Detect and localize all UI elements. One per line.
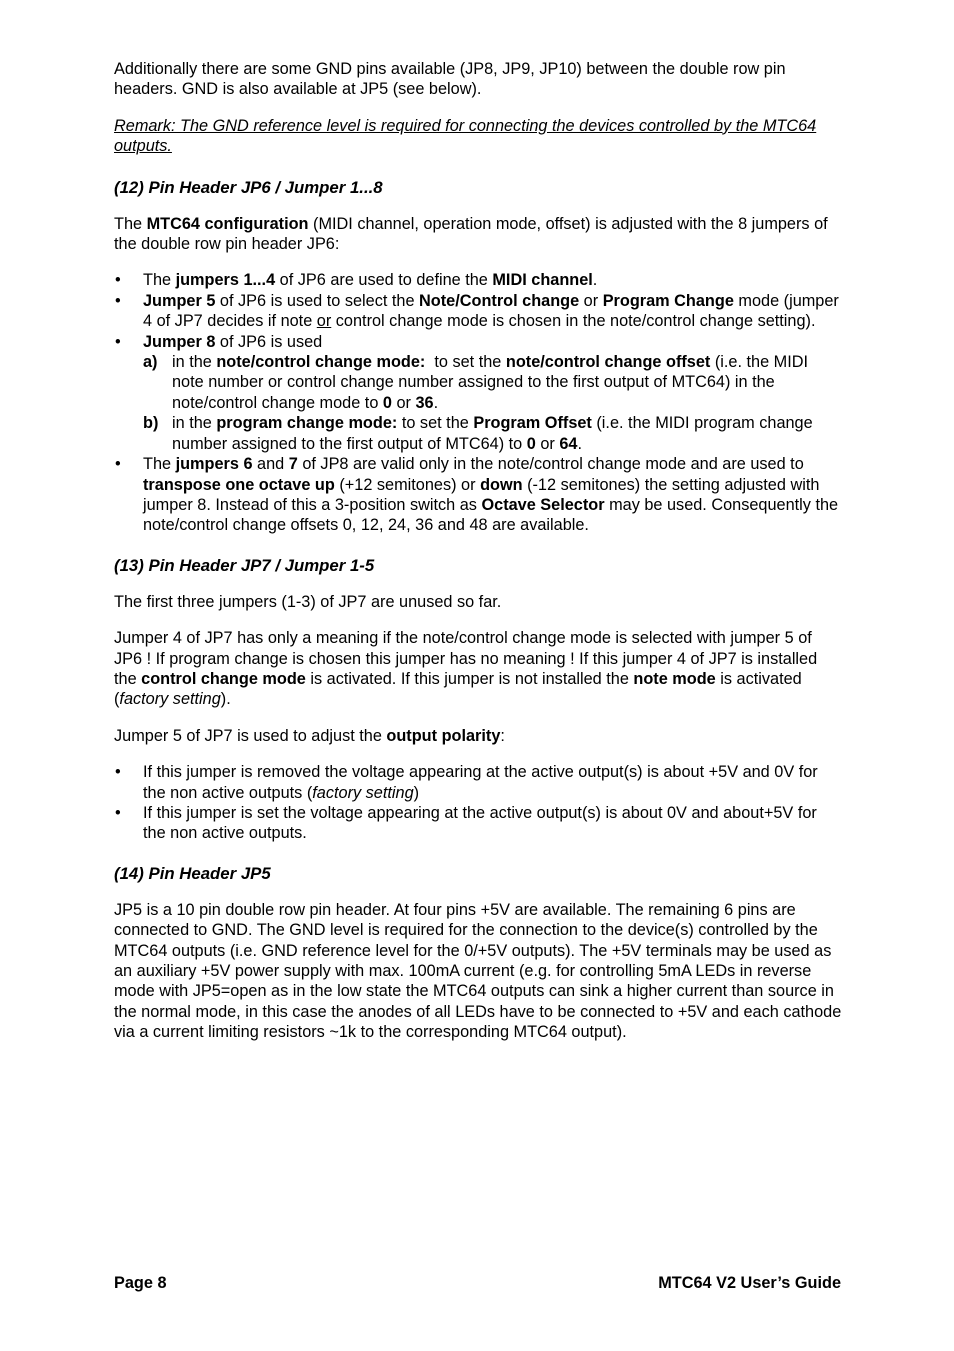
section-13-paragraph-2: Jumper 4 of JP7 has only a meaning if the note/control change mode is selected with jumper 5 of JP6 ! If program change is chosen this jumper has no meaning ! If this jumper 4 of JP7 is installed the control change mode is activated. If this jumper is not installed the note mode is activated (factory setting). (114, 629, 818, 709)
section-14-heading: (14) Pin Header JP5 (114, 863, 271, 883)
section-13-list (114, 762, 842, 844)
page-number: Page 8 (114, 1274, 167, 1292)
bullet-marker: • (115, 271, 121, 290)
list-item: • If this jumper is removed the voltage appearing at the active output(s) is about +5V and 0V for the non active outputs (factory setting) (115, 763, 818, 802)
section-12-heading: (12) Pin Header JP6 / Jumper 1...8 (114, 177, 383, 197)
list-item: • The jumpers 1...4 of JP6 are used to define the MIDI channel. (115, 271, 598, 290)
section-12-intro: The MTC64 configuration (MIDI channel, operation mode, offset) is adjusted with the 8 jumpers of the double row pin header JP6: (114, 214, 828, 254)
section-12-list (114, 270, 842, 535)
section-13-heading: (13) Pin Header JP7 / Jumper 1-5 (114, 555, 375, 575)
list-item: • If this jumper is set the voltage appearing at the active output(s) is about 0V and about+5V for the non active outputs. (115, 803, 817, 843)
section-14-paragraph: JP5 is a 10 pin double row pin header. At four pins +5V are available. The remaining 6 pins are connected to GND. The GND level is required for the connection to the device(s) controlled by the MTC64 outputs (i.e. GND reference level for the 0/+5V outputs). The +5V terminals may be used as an auxiliary +5V power supply with max. 100mA current (e.g. for controlling 5mA LEDs in reverse mode with JP5=open as in the low state the MTC64 outputs can sink a higher current than source in the normal mode, in this case the anodes of all LEDs have to be connected to +5V and each cathode via a current limiting resistors ~1k to the corresponding MTC64 output). (114, 900, 842, 1042)
section-13-paragraph-3: Jumper 5 of JP7 is used to adjust the output polarity: (114, 726, 505, 745)
list-item: • Jumper 5 of JP6 is used to select the Note/Control change or Program Change mode (jumper 4 of JP7 decides if note or control change mode is chosen in the note/control change setting). (115, 291, 839, 331)
document-title: MTC64 V2 User’s Guide (658, 1274, 841, 1292)
sub-item-b: b) in the program change mode: to set the Program Offset (i.e. the MIDI program change number assigned to the first output of MTC64) to 0 or 64. (143, 414, 813, 453)
bullet-marker: • (115, 763, 121, 782)
section-13-paragraph-1: The first three jumpers (1-3) of JP7 are unused so far. (114, 592, 502, 611)
remark-note: Remark: The GND reference level is required for connecting the devices controlled by the MTC64 outputs. (114, 116, 817, 156)
intro-paragraph: Additionally there are some GND pins available (JP8, JP9, JP10) between the double row pin headers. GND is also available at JP5 (see below). (114, 60, 786, 99)
page-body (114, 59, 842, 1059)
bullet-marker: • (115, 803, 121, 822)
bullet-marker: • (115, 455, 121, 474)
sub-item-a: a) in the note/control change mode: to set the note/control change offset (i.e. the MIDI note number or control change number assigned to the first output of MTC64) in the note/control change mode to 0 or 36. (143, 353, 809, 412)
list-item: • Jumper 8 of JP6 is used a) in the note/control change mode: to set the note/control change offset (i.e. the MIDI note number or control change number assigned to the first output of MTC64) in the note/control change mode to 0 or 36. b) in the program change mode: to set the Program Offset (i.e. the MIDI program change number assigned to the first output of MTC64) to 0 or 64. (114, 332, 842, 454)
bullet-marker: • (115, 291, 121, 310)
bullet-marker: • (115, 332, 121, 351)
page-footer (114, 1273, 841, 1293)
list-item: • The jumpers 6 and 7 of JP8 are valid only in the note/control change mode and are used to transpose one octave up (+12 semitones) or down (-12 semitones) the setting adjusted with jumper 8. Instead of this a 3-position switch as Octave Selector may be used. Consequently the note/control change offsets 0, 12, 24, 36 and 48 are available. (115, 455, 839, 535)
